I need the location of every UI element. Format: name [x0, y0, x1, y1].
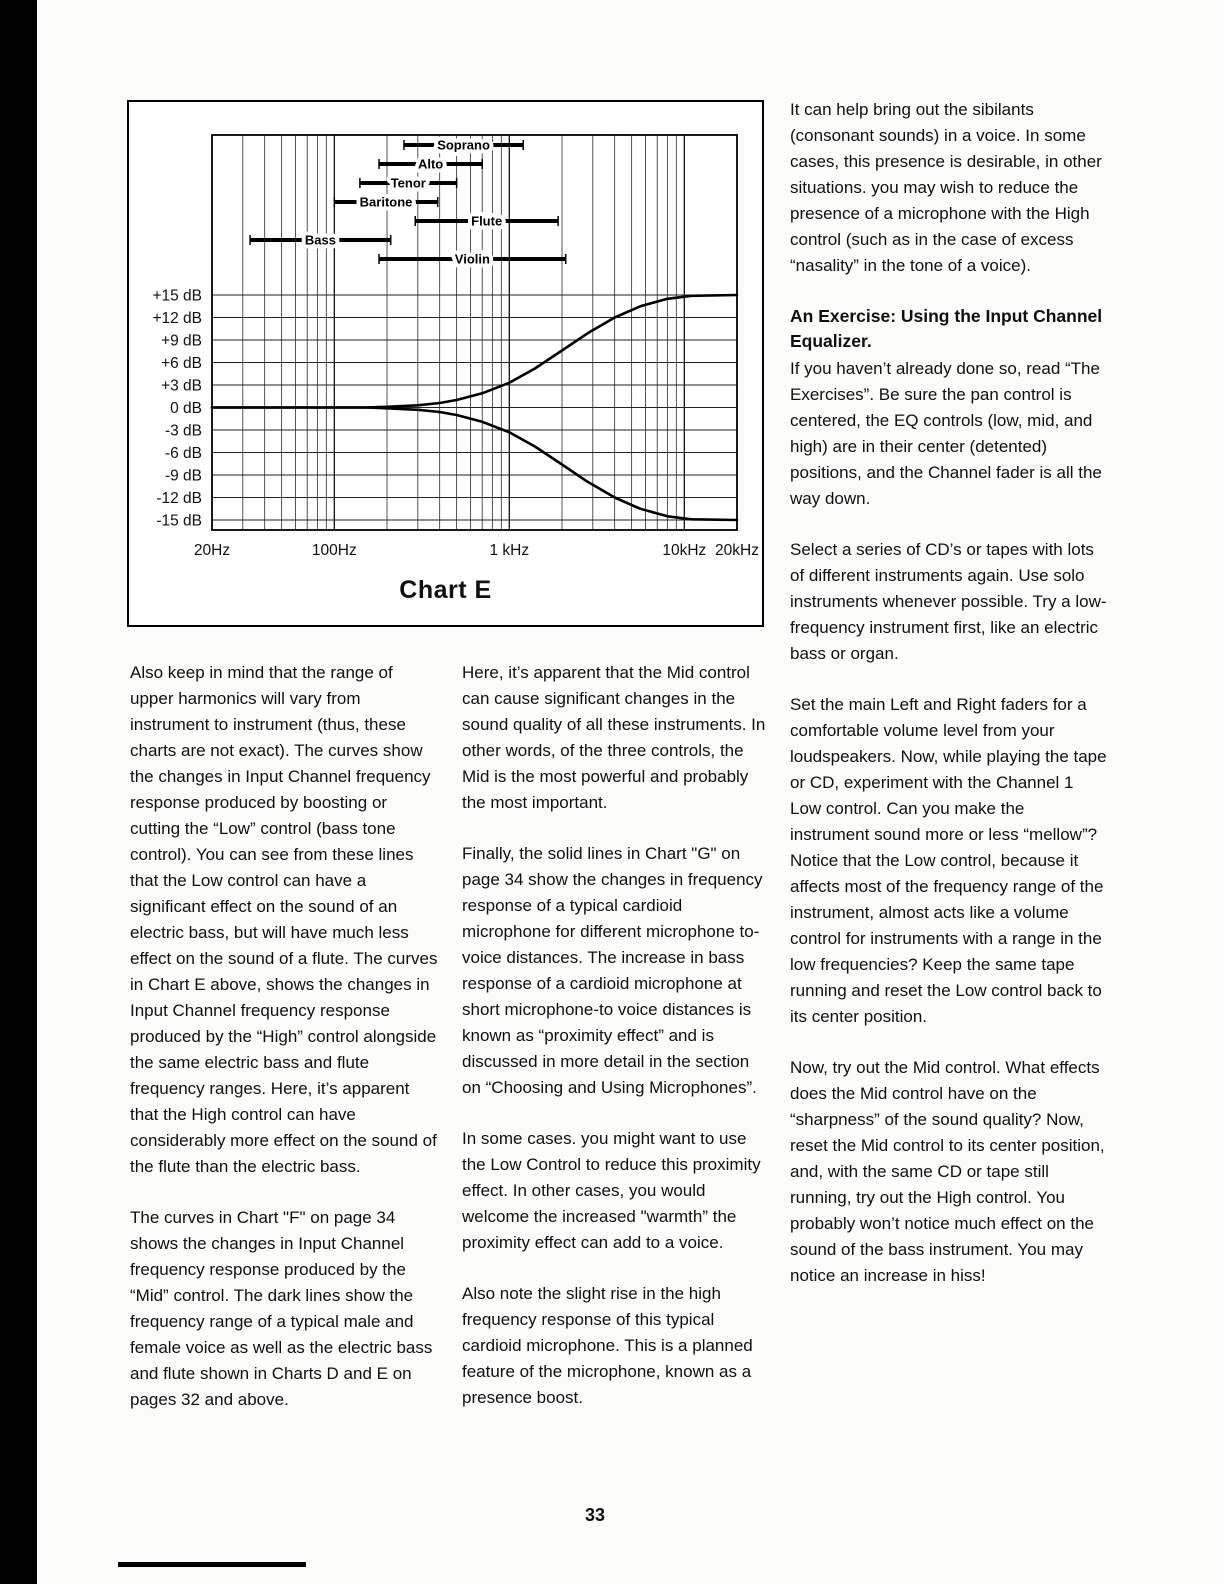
paragraph: Also note the slight rise in the high frequency response of this typical cardioid microphone. This is a planned feature of the microphone, known as a presence boost. — [462, 1284, 753, 1407]
paragraph: Here, it’s apparent that the Mid control can cause significant changes in the sound quality of all these instruments. In other words, of the three controls, the Mid is the most powerful and probably the most important. — [462, 663, 766, 812]
svg-text:+6 dB: +6 dB — [161, 355, 202, 372]
section-heading: An Exercise: Using the Input Channel Equalizer. — [790, 306, 1103, 351]
svg-text:Flute: Flute — [471, 213, 503, 229]
svg-text:100Hz: 100Hz — [311, 542, 357, 559]
paragraph: Finally, the solid lines in Chart "G" on page 34 show the changes in frequency response of a typical cardioid microphone for different microphone to-voice distances. The increase in bass response of a cardioid microphone at short microphone-to voice distances is known as “proximity effect” and is discussed in more detail in the section on “Choosing and Using Microphones”. — [462, 844, 763, 1097]
svg-text:-9 dB: -9 dB — [164, 467, 202, 485]
paragraph: If you haven’t already done so, read “The Exercises”. Be sure the pan control is centered, the EQ controls (low, mid, and high) are in their center (detented) positions, and the Channel fader is all the way down. — [790, 359, 1102, 508]
svg-text:+12 dB: +12 dB — [152, 310, 202, 327]
svg-text:Alto: Alto — [417, 156, 444, 172]
chart-title: Chart E — [399, 576, 492, 604]
scan-bottom-artifact — [118, 1562, 306, 1567]
svg-text:-12 dB: -12 dB — [156, 490, 202, 507]
chart-e-svg — [129, 102, 762, 574]
page-number: 33 — [584, 1505, 606, 1525]
paragraph: Also keep in mind that the range of upper harmonics will vary from instrument to instrument (thus, these charts are not exact). The curves show the changes in Input Channel frequency response produced by boosting or cutting the “Low” control (bass tone control). You can see from these lines that the Low control can have a significant effect on the sound of an electric bass, but will have much less effect on the sound of a flute. The curves in Chart E above, shows the changes in Input Channel frequency response produced by the “High” control alongside the same electric bass and flute frequency ranges. Here, it’s apparent that the High control can have considerably more effect on the sound of the flute than the electric bass. — [130, 663, 438, 1176]
scan-edge-artifact — [0, 0, 37, 1584]
svg-text:+9 dB: +9 dB — [161, 332, 202, 350]
svg-text:Bass: Bass — [304, 232, 336, 248]
svg-text:0 dB: 0 dB — [170, 400, 202, 417]
svg-text:-15 dB: -15 dB — [156, 512, 202, 530]
middle-column — [462, 660, 768, 1436]
svg-text:-6 dB: -6 dB — [164, 445, 202, 462]
svg-text:Violin: Violin — [454, 251, 490, 267]
paragraph: In some cases. you might want to use the Low Control to reduce this proximity effect. In other cases, you would welcome the increased "warmth” the proximity effect can add to a voice. — [462, 1129, 761, 1252]
svg-text:20kHz: 20kHz — [715, 542, 759, 559]
svg-text:10kHz: 10kHz — [662, 542, 707, 559]
paragraph: It can help bring out the sibilants (consonant sounds) in a voice. In some cases, this presence is desirable, in other situations. you may wish to reduce the presence of a microphone with the High control (such as in the case of excess “nasality” in the tone of a voice). — [790, 100, 1102, 275]
left-column — [130, 660, 438, 1438]
svg-text:Soprano: Soprano — [437, 137, 490, 153]
svg-text:-3 dB: -3 dB — [164, 422, 202, 440]
paragraph: The curves in Chart "F" on page 34 shows the changes in Input Channel frequency response produced by the “Mid” control. The dark lines show the frequency range of a typical male and female voice as well as the electric bass and flute shown in Charts D and E on pages 32 and above. — [130, 1208, 433, 1409]
paragraph: Select a series of CD’s or tapes with lots of different instruments again. Use solo instruments whenever possible. Try a low-frequency instrument first, like an electric bass or organ. — [790, 540, 1107, 663]
svg-text:Baritone: Baritone — [359, 194, 413, 210]
paragraph: Set the main Left and Right faders for a comfortable volume level from your loudspeakers. Now, while playing the tape or CD, experiment with the Channel 1 Low control. Can you make the instrument sound more or less “mellow”? Notice that the Low control, because it affects most of the frequency range of the instrument, almost acts like a volume control for instruments with a range in the low frequencies? Keep the same tape running and reset the Low control back to its center position. — [790, 695, 1107, 1026]
right-column — [790, 97, 1108, 1314]
svg-text:20Hz: 20Hz — [193, 542, 231, 559]
svg-text:+15 dB: +15 dB — [152, 287, 202, 305]
svg-text:Tenor: Tenor — [390, 175, 426, 191]
svg-text:+3 dB: +3 dB — [161, 377, 202, 395]
paragraph: Now, try out the Mid control. What effects does the Mid control have on the “sharpness” of the sound quality? Now, reset the Mid control to its center position, and, with the same CD or tape still running, try out the High control. You probably won’t notice much effect on the sound of the bass instrument. You may notice an increase in hiss! — [790, 1058, 1105, 1285]
svg-text:1 kHz: 1 kHz — [489, 542, 530, 559]
chart-e-figure — [127, 100, 764, 627]
